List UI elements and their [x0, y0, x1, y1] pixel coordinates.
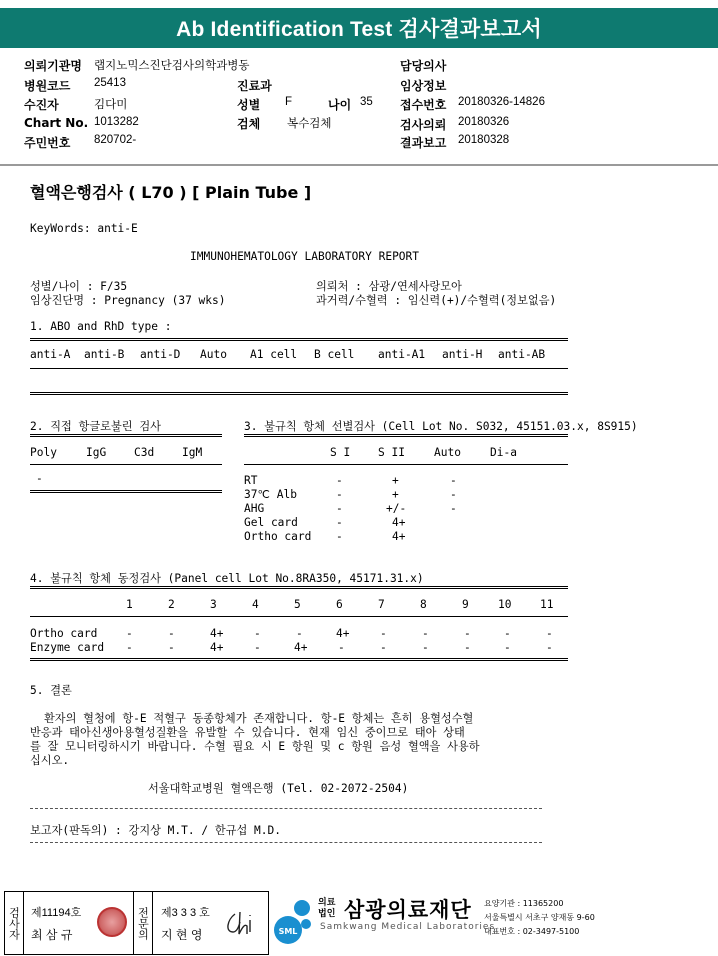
tester-license-no: 제11194호 [31, 907, 82, 919]
sec4-title: 4. 불규칙 항체 동정검사 (Panel cell Lot No.8RA350, 45171.31.x) [30, 572, 424, 585]
sec4-rule-mid [30, 616, 568, 617]
header-right-value-4: 20180328 [458, 134, 510, 146]
sec4-r0-c9: - [504, 627, 511, 640]
sec2-rule-bottom [30, 490, 222, 493]
sec4-col-5: 5 [294, 598, 301, 611]
sec4-row-name-1: Enzyme card [30, 641, 105, 654]
sec3-rule-top [244, 434, 568, 437]
header-mid-label-1: 성별 [237, 98, 261, 112]
header-left-value-3: 1013282 [94, 116, 139, 128]
header-left-value-1: 25413 [94, 77, 126, 89]
lab-report-title: IMMUNOHEMATOLOGY LABORATORY REPORT [190, 250, 420, 263]
header-left-label-2: 수진자 [24, 98, 59, 112]
conclusion-line-1: 반응과 태아신생아용혈성질환을 유발할 수 있습니다. 현재 임신 중이므로 태아 상태 [30, 726, 465, 739]
sec4-r1-c10: - [546, 641, 553, 654]
header-mid-label-2: 검체 [237, 117, 261, 131]
sec4-col-9: 9 [462, 598, 469, 611]
signature-box [4, 891, 269, 955]
sec2-h-1: IgG [86, 446, 107, 459]
header-right-label-1: 임상정보 [400, 79, 447, 93]
tester-name: 최 삼 규 [31, 928, 73, 942]
sec4-r1-c1: - [168, 641, 175, 654]
sec3-h-0: S I [330, 446, 351, 459]
sec4-col-1: 1 [126, 598, 133, 611]
sec4-r1-c6: - [380, 641, 387, 654]
sec5-title: 5. 결론 [30, 684, 72, 697]
sec4-r1-c3: - [254, 641, 261, 654]
sec4-r0-c3: - [254, 627, 261, 640]
header-right-label-2: 접수번호 [400, 98, 447, 112]
sec4-r0-c1: - [168, 627, 175, 640]
sec1-title: 1. ABO and RhD type : [30, 320, 172, 333]
sec4-r0-c2: 4+ [210, 627, 224, 640]
doctor-label [133, 892, 153, 954]
sec3-title: 3. 불규칙 항체 선별검사 (Cell Lot No. S032, 45151.03.x, 8S915) [244, 420, 638, 433]
corp-type: 의료법인 [318, 898, 336, 919]
sec3-row-name-2: AHG [244, 502, 265, 515]
sex-age-line: 성별/나이 : F/35 [30, 280, 128, 293]
sec3-r3-c1: 4+ [392, 516, 406, 529]
sec3-r4-c1: 4+ [392, 530, 406, 543]
sec4-r1-c8: - [464, 641, 471, 654]
header-right-label-4: 결과보고 [400, 136, 447, 150]
sec3-r0-c2: - [450, 474, 457, 487]
sec4-col-6: 6 [336, 598, 343, 611]
tester-label [5, 892, 24, 954]
sec2-rule-top [30, 434, 222, 437]
sec3-r2-c1: +/- [386, 502, 407, 515]
sec4-r1-c4: 4+ [294, 641, 308, 654]
sec3-row-name-0: RT [244, 474, 258, 487]
sec1-h-4: A1 cell [250, 348, 298, 361]
sec3-rule-mid [244, 464, 568, 465]
sml-logo-text: SML [278, 927, 298, 936]
tester-label-text: 검사자 [7, 906, 21, 940]
referrer-line: 의뢰처 : 삼광/연세사랑모아 [316, 280, 462, 293]
sec4-row-name-0: Ortho card [30, 627, 98, 640]
sec4-col-2: 2 [168, 598, 175, 611]
sec2-rule-mid [30, 464, 222, 465]
diagnosis-line: 임상진단명 : Pregnancy (37 wks) [30, 294, 226, 307]
report-section-title: 혈액은행검사 ( L70 ) [ Plain Tube ] [30, 183, 312, 202]
sec1-rule-mid [30, 368, 568, 369]
sec4-rule-top [30, 586, 568, 589]
sec3-r3-c0: - [336, 516, 343, 529]
report-title-bar [0, 8, 718, 48]
doctor-name: 지 현 영 [161, 928, 203, 942]
header-left-value-4: 820702- [94, 134, 137, 146]
corp-english-name: Samkwang Medical Laboratories [320, 922, 496, 932]
sec1-h-1: anti-B [84, 348, 125, 361]
footer [0, 888, 718, 956]
doctor-license-no: 제3 3 3 호 [161, 907, 210, 919]
doctor-signature-icon [223, 906, 259, 940]
sec3-row-name-3: Gel card [244, 516, 298, 529]
patient-header [0, 50, 718, 166]
corp-phone: 대표번호 : 02-3497-5100 [484, 927, 580, 936]
sec1-rule-bottom [30, 392, 568, 395]
header-right-value-2: 20180326-14826 [458, 96, 545, 108]
header-mid-value-1: F [285, 96, 293, 108]
conclusion-line-2: 를 잘 모니터링하시기 바랍니다. 수혈 필요 시 E 항원 및 c 항원 음성 혈액을 사용하 [30, 740, 480, 753]
header-left-value-0: 랩지노믹스진단검사의학과병동 [94, 60, 250, 72]
corp-address: 서울특별시 서초구 양재동 9-60 [484, 913, 595, 922]
sec1-h-7: anti-H [442, 348, 483, 361]
sec3-r4-c0: - [336, 530, 343, 543]
sec2-h-3: IgM [182, 446, 203, 459]
hospital-contact: 서울대학교병원 혈액은행 (Tel. 02-2072-2504) [148, 782, 409, 795]
sec1-rule-top [30, 338, 568, 341]
sec1-h-6: anti-A1 [378, 348, 426, 361]
history-line: 과거력/수혈력 : 임신력(+)/수혈력(정보없음) [316, 294, 557, 307]
sec4-r1-c2: 4+ [210, 641, 224, 654]
sec4-r0-c8: - [464, 627, 471, 640]
sec3-row-name-1: 37℃ Alb [244, 488, 297, 501]
sec4-col-11: 11 [540, 598, 554, 611]
sec2-h-0: Poly [30, 446, 57, 459]
sec4-col-3: 3 [210, 598, 217, 611]
sec4-col-7: 7 [378, 598, 385, 611]
header-mid-value-2: 복수검체 [287, 118, 332, 130]
report-title: Ab Identification Test 검사결과보고서 [176, 18, 542, 41]
conclusion-line-0: 환자의 혈청에 항-E 적혈구 동종항체가 존재합니다. 항-E 항체는 흔히 용혈성수혈 [44, 712, 474, 725]
sec3-h-2: Auto [434, 446, 461, 459]
header-left-label-3: Chart No. [24, 116, 89, 130]
sec4-r0-c0: - [126, 627, 133, 640]
header-age-value: 35 [360, 96, 373, 108]
sec2-h-2: C3d [134, 446, 155, 459]
keywords: KeyWords: anti-E [30, 222, 138, 235]
sec4-r1-c5: - [338, 641, 345, 654]
sec4-col-4: 4 [252, 598, 259, 611]
reporter-line: 보고자(판독의) : 강지상 M.T. / 한규섭 M.D. [30, 824, 281, 837]
sec3-h-1: S II [378, 446, 405, 459]
header-age-label: 나이 [328, 98, 352, 112]
sec2-title: 2. 직접 항글로불린 검사 [30, 420, 161, 433]
sec4-col-10: 10 [498, 598, 512, 611]
sec4-r0-c7: - [422, 627, 429, 640]
sec3-r1-c0: - [336, 488, 343, 501]
sec4-r1-c7: - [422, 641, 429, 654]
corp-name: 삼광의료재단 [344, 898, 472, 922]
sec4-rule-bottom [30, 658, 568, 661]
sec4-col-8: 8 [420, 598, 427, 611]
tester-seal-icon [97, 907, 127, 937]
sec1-h-2: anti-D [140, 348, 181, 361]
sec1-h-3: Auto [200, 348, 227, 361]
header-left-label-4: 주민번호 [24, 136, 71, 150]
sec3-r1-c1: + [392, 488, 399, 501]
sec4-r0-c4: - [296, 627, 303, 640]
header-left-value-2: 김다미 [94, 99, 128, 111]
sec4-r0-c6: - [380, 627, 387, 640]
header-right-label-3: 검사의뢰 [400, 118, 447, 132]
sec3-row-name-4: Ortho card [244, 530, 312, 543]
report-body [0, 166, 718, 886]
header-left-label-1: 병원코드 [24, 79, 71, 93]
reporter-rule-bottom [30, 842, 542, 843]
org-number: 요양기관 : 11365200 [484, 899, 564, 908]
header-left-label-0: 의뢰기관명 [24, 59, 82, 73]
sec4-r0-c10: - [546, 627, 553, 640]
sec1-h-8: anti-AB [498, 348, 546, 361]
sec4-r1-c9: - [504, 641, 511, 654]
doctor-label-text: 전문의 [136, 906, 150, 940]
conclusion-line-3: 십시오. [30, 754, 70, 767]
sec4-r1-c0: - [126, 641, 133, 654]
reporter-rule-top [30, 808, 542, 809]
header-right-label-0: 담당의사 [400, 59, 447, 73]
sec3-r1-c2: - [450, 488, 457, 501]
header-right-value-3: 20180326 [458, 116, 510, 128]
sec3-r0-c1: + [392, 474, 399, 487]
sec1-h-5: B cell [314, 348, 355, 361]
sec4-r0-c5: 4+ [336, 627, 350, 640]
sec2-value: - [36, 472, 43, 485]
header-mid-label-0: 진료과 [237, 79, 272, 93]
sec3-r0-c0: - [336, 474, 343, 487]
sml-logo-icon [272, 894, 312, 948]
sec3-r2-c2: - [450, 502, 457, 515]
sec1-h-0: anti-A [30, 348, 71, 361]
sec3-r2-c0: - [336, 502, 343, 515]
sec3-h-3: Di-a [490, 446, 517, 459]
